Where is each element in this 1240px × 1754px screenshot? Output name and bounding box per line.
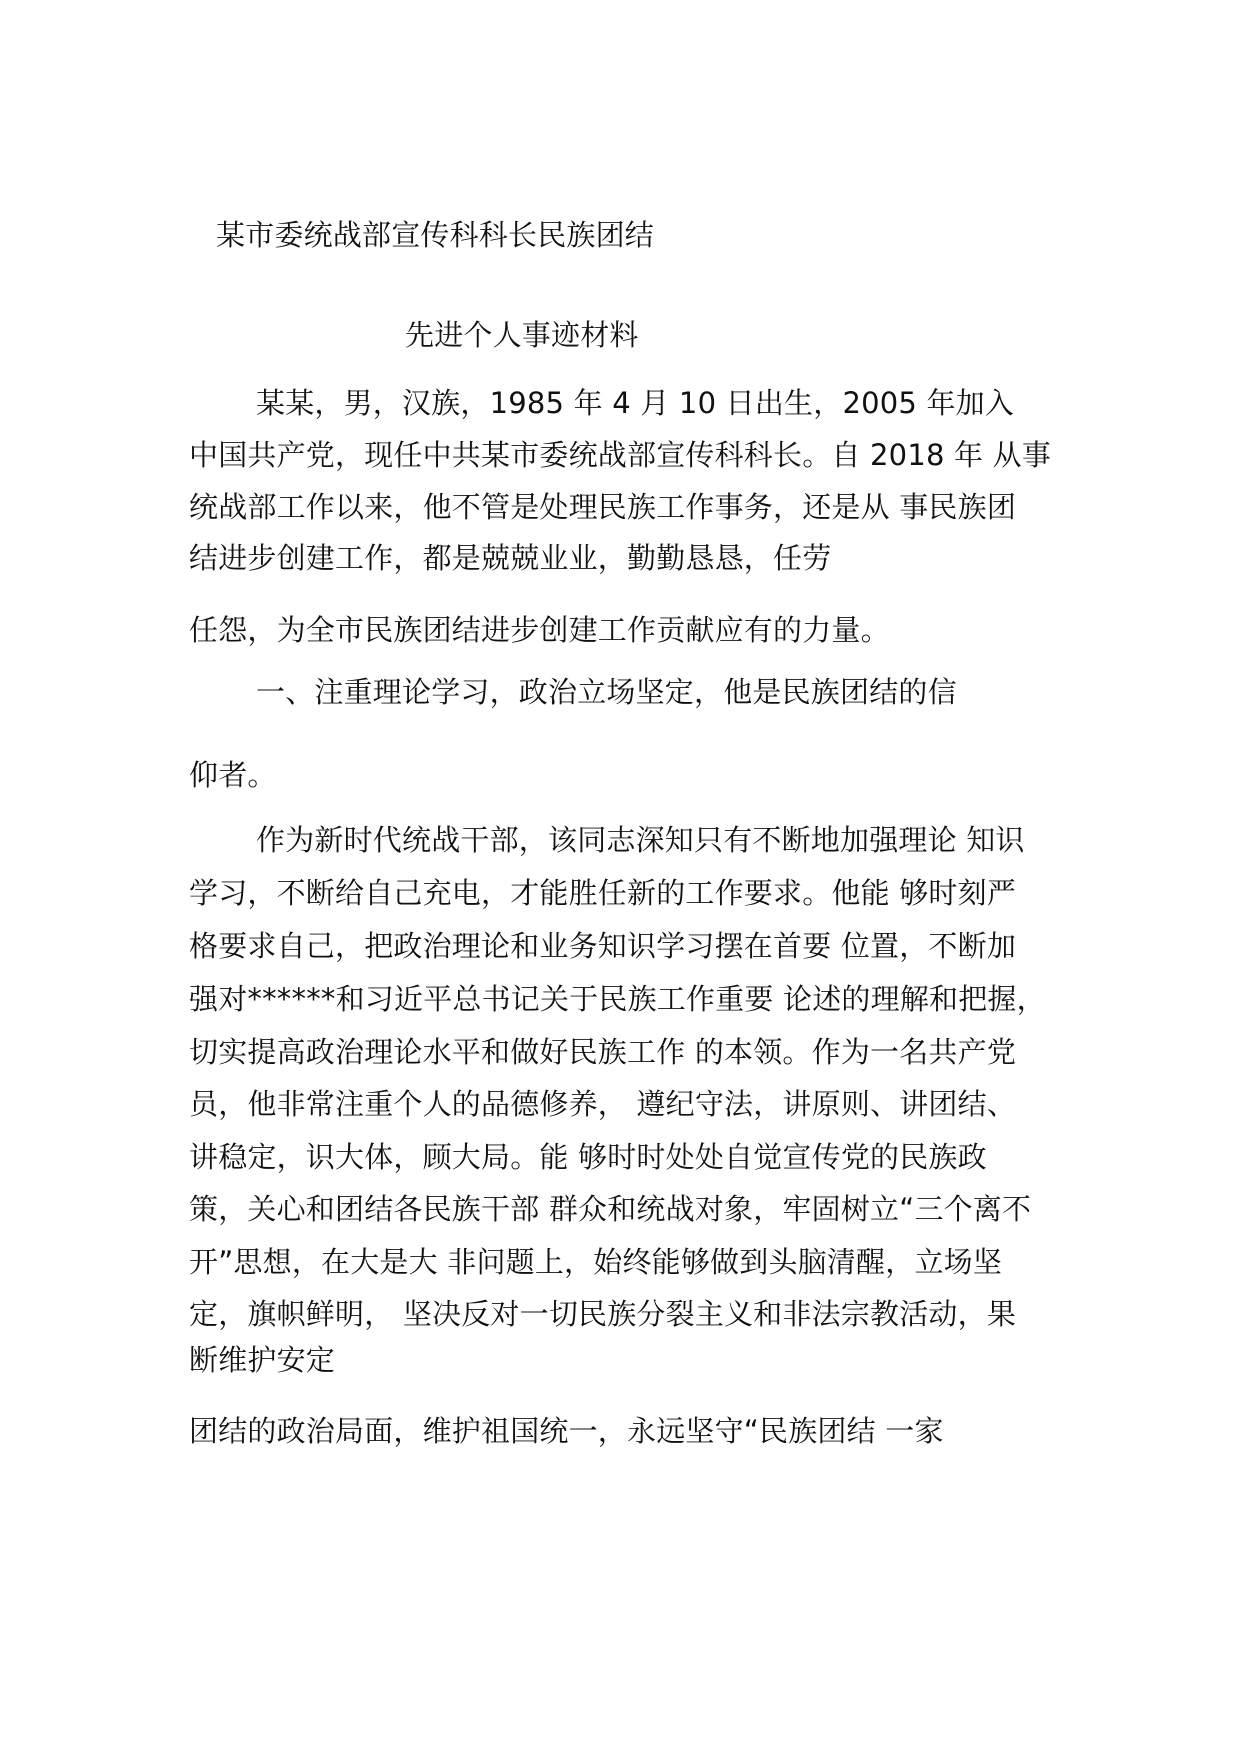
body-line-5: 任怨，为全市民族团结进步创建工作贡献应有的力量。 [189,613,890,647]
section-heading-1-continued: 仰者。 [189,758,277,792]
body-line-18: 断维护安定 [189,1343,336,1377]
body-line-19: 团结的政治局面，维护祖国统一，永远坚守“民族团结 一家 [189,1414,944,1448]
body-line-10: 格要求自己，把政治理论和业务知识学习摆在首要 位置，不断加 [189,929,1017,963]
body-line-9: 学习，不断给自己充电，才能胜任新的工作要求。他能 够时刻严 [189,876,1017,910]
body-line-15: 策，关心和团结各民族干部 群众和统战对象，牢固树立“三个离不 [189,1192,1032,1226]
body-line-16: 开”思想，在大是大 非问题上，始终能够做到头脑清醒，立场坚 [189,1245,1003,1279]
body-line-4: 结进步创建工作，都是兢兢业业，勤勤恳恳，任劳 [189,541,832,575]
body-line-12: 切实提高政治理论水平和做好民族工作 的本领。作为一名共产党 [189,1035,1017,1069]
body-line-1: 某某，男，汉族，1985 年 4 月 10 日出生，2005 年加入 [256,386,1015,420]
body-line-17: 定，旗帜鲜明， 坚决反对一切民族分裂主义和非法宗教活动，果 [189,1297,1017,1331]
body-line-13: 员，他非常注重个人的品德修养， 遵纪守法，讲原则、讲团结、 [189,1087,1017,1121]
body-line-2: 中国共产党，现任中共某市委统战部宣传科科长。自 2018 年 从事 [189,438,1052,472]
body-line-14: 讲稳定，识大体，顾大局。能 够时时处处自觉宣传党的民族政 [189,1140,987,1174]
body-line-11: 强对******和习近平总书记关于民族工作重要 论述的理解和把握， [189,982,1046,1016]
section-heading-1: 一、注重理论学习，政治立场坚定，他是民族团结的信 [256,675,957,709]
document-title-line-2: 先进个人事迹材料 [405,318,639,352]
document-title-line-1: 某市委统战部宣传科科长民族团结 [216,218,655,252]
body-line-3: 统战部工作以来，他不管是处理民族工作事务，还是从 事民族团 [189,490,1017,524]
body-line-8: 作为新时代统战干部，该同志深知只有不断地加强理论 知识 [256,823,1025,857]
